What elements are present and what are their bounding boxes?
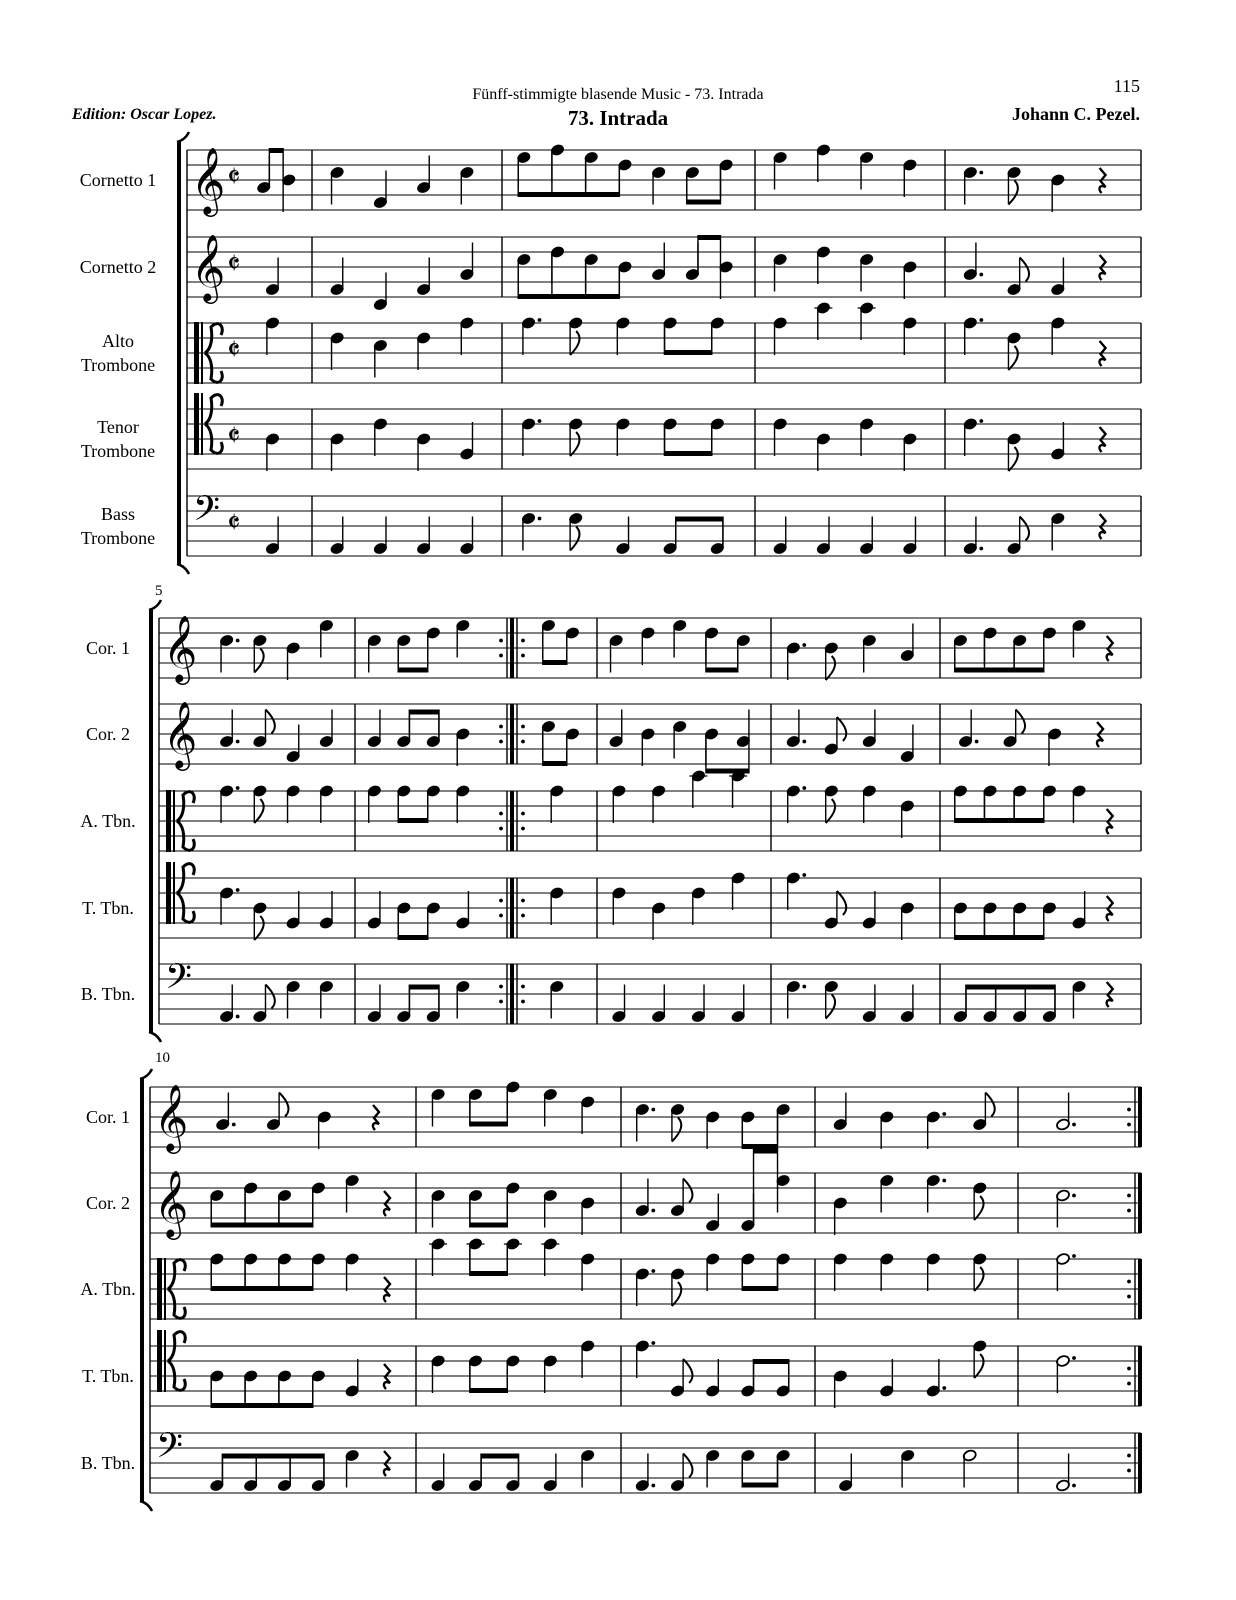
note-flag bbox=[974, 1354, 983, 1378]
bracket-hook bbox=[149, 600, 161, 610]
final-barline bbox=[1138, 1259, 1142, 1319]
repeat-barline bbox=[510, 878, 514, 938]
bracket-hook bbox=[140, 1069, 152, 1079]
running-header: Fünff-stimmigte blasende Music - 73. Intrada bbox=[472, 86, 764, 103]
note-flag bbox=[570, 432, 579, 456]
instrument-label: Cor. 1 bbox=[85, 1107, 131, 1127]
repeat-barline bbox=[510, 704, 514, 764]
beam bbox=[676, 517, 723, 522]
repeat-dot bbox=[499, 1000, 503, 1004]
treble-clef: 𝄞 bbox=[154, 1083, 189, 1151]
dot bbox=[802, 786, 806, 790]
repeat-dot bbox=[521, 725, 525, 729]
note-flag bbox=[985, 1093, 994, 1117]
bracket-hook bbox=[149, 1032, 161, 1042]
beam bbox=[398, 668, 428, 673]
beam bbox=[269, 148, 283, 153]
dot bbox=[651, 1108, 655, 1112]
dot bbox=[236, 888, 240, 892]
dot bbox=[942, 1179, 946, 1183]
beam bbox=[955, 818, 1044, 823]
beam bbox=[955, 668, 1044, 673]
bracket-hook bbox=[177, 132, 189, 142]
clef-bar bbox=[157, 1258, 162, 1320]
beam bbox=[754, 1359, 789, 1364]
note-flag bbox=[974, 1196, 983, 1220]
note-flag bbox=[570, 331, 579, 355]
clef-bar bbox=[157, 1330, 162, 1392]
dot bbox=[802, 985, 806, 989]
composer-credit: Johann C. Pezel. bbox=[1012, 104, 1140, 124]
bass-clef: 𝄢 bbox=[165, 956, 193, 1005]
note-flag bbox=[683, 1454, 692, 1478]
repeat-dot bbox=[1127, 1108, 1131, 1112]
instrument-label: Cor. 1 bbox=[85, 638, 131, 658]
repeat-dot bbox=[1127, 1209, 1131, 1213]
dot bbox=[802, 643, 806, 647]
note-flag bbox=[254, 916, 263, 940]
beam bbox=[211, 1286, 313, 1291]
treble-clef: 𝄞 bbox=[154, 1169, 189, 1237]
instrument-label: Cornetto 2 bbox=[79, 257, 157, 277]
beam bbox=[742, 1144, 777, 1149]
dot bbox=[979, 318, 983, 322]
instrument-label: Cor. 2 bbox=[85, 1193, 131, 1213]
beam bbox=[543, 660, 567, 665]
repeat-dot bbox=[521, 914, 525, 918]
dot bbox=[538, 419, 542, 423]
repeat-dot bbox=[1127, 1194, 1131, 1198]
note-flag bbox=[683, 1179, 692, 1203]
clef-bar bbox=[164, 1258, 166, 1320]
system-bracket bbox=[140, 1079, 144, 1501]
note-flag bbox=[1016, 710, 1025, 734]
note-flag bbox=[672, 1282, 681, 1306]
dot bbox=[942, 1386, 946, 1390]
beam bbox=[742, 1483, 777, 1488]
dot bbox=[1072, 1254, 1076, 1258]
system-bracket bbox=[149, 610, 153, 1032]
repeat-dot bbox=[1127, 1280, 1131, 1284]
dot bbox=[802, 873, 806, 877]
dot bbox=[802, 740, 806, 744]
time-signature-cut: 𝄵 bbox=[227, 247, 241, 282]
measure-number: 10 bbox=[155, 1050, 170, 1066]
note-flag bbox=[1008, 346, 1017, 370]
repeat-dot bbox=[1127, 1454, 1131, 1458]
repeat-dot bbox=[499, 639, 503, 643]
repeat-dot bbox=[521, 654, 525, 658]
instrument-label: A. Tbn. bbox=[80, 811, 136, 831]
repeat-dot bbox=[521, 639, 525, 643]
note-flag bbox=[279, 1093, 288, 1117]
beam bbox=[698, 235, 721, 240]
repeat-dot bbox=[521, 899, 525, 903]
instrument-label: Alto bbox=[101, 331, 135, 351]
dot bbox=[538, 318, 542, 322]
final-barline bbox=[1138, 1173, 1142, 1233]
repeat-dot bbox=[1127, 1382, 1131, 1386]
dot bbox=[236, 786, 240, 790]
dot bbox=[1072, 1194, 1076, 1198]
beam bbox=[470, 1388, 507, 1393]
repeat-dot bbox=[499, 827, 503, 831]
beam bbox=[955, 935, 1044, 940]
repeat-barline bbox=[510, 964, 514, 1024]
note-flag bbox=[672, 1118, 681, 1142]
clef-bar bbox=[201, 322, 203, 384]
instrument-label: Cornetto 1 bbox=[79, 170, 157, 190]
beam bbox=[754, 1149, 778, 1154]
time-signature-cut: 𝄵 bbox=[227, 160, 241, 195]
instrument-label: Trombone bbox=[80, 528, 156, 548]
beam bbox=[665, 350, 712, 355]
dot bbox=[979, 419, 983, 423]
instrument-label: T. Tbn. bbox=[82, 898, 134, 918]
dot bbox=[651, 1484, 655, 1488]
system-bracket bbox=[177, 142, 181, 564]
piece-title: 73. Intrada bbox=[567, 106, 669, 130]
treble-clef: 𝄞 bbox=[163, 614, 198, 682]
note-flag bbox=[254, 649, 263, 673]
beam bbox=[409, 710, 439, 715]
beam bbox=[742, 1286, 777, 1291]
note-flag bbox=[826, 656, 835, 680]
dot bbox=[979, 547, 983, 551]
repeat-dot bbox=[521, 985, 525, 989]
bracket-hook bbox=[140, 1501, 152, 1511]
beam bbox=[518, 192, 619, 197]
beam bbox=[665, 451, 712, 456]
repeat-dot bbox=[521, 1000, 525, 1004]
repeat-dot bbox=[521, 812, 525, 816]
treble-clef: 𝄞 bbox=[191, 146, 226, 214]
note-flag bbox=[1020, 517, 1029, 541]
repeat-dot bbox=[499, 812, 503, 816]
clef-bar bbox=[173, 790, 175, 852]
repeat-dot bbox=[499, 914, 503, 918]
time-signature-cut: 𝄵 bbox=[227, 333, 241, 368]
repeat-dot bbox=[499, 725, 503, 729]
note-flag bbox=[837, 891, 846, 915]
beam bbox=[518, 294, 619, 299]
repeat-dot bbox=[499, 740, 503, 744]
repeat-dot bbox=[499, 985, 503, 989]
instrument-label: T. Tbn. bbox=[82, 1366, 134, 1386]
dot bbox=[1072, 1123, 1076, 1127]
beam bbox=[211, 1223, 313, 1228]
dot bbox=[538, 517, 542, 521]
beam bbox=[706, 668, 738, 673]
dot bbox=[232, 1123, 236, 1127]
clef-bar bbox=[194, 393, 199, 455]
beam bbox=[470, 1271, 507, 1276]
beam bbox=[966, 985, 1055, 990]
clef-bar bbox=[201, 393, 203, 455]
treble-clef: 𝄞 bbox=[163, 700, 198, 768]
note-flag bbox=[265, 710, 274, 734]
beam bbox=[481, 1454, 518, 1459]
repeat-barline bbox=[510, 791, 514, 851]
note-flag bbox=[1008, 447, 1017, 471]
note-flag bbox=[837, 717, 846, 741]
note-flag bbox=[683, 1359, 692, 1383]
instrument-label: B. Tbn. bbox=[80, 1453, 136, 1473]
beam bbox=[398, 935, 428, 940]
clef-bar bbox=[166, 790, 171, 852]
dot bbox=[1072, 1356, 1076, 1360]
bass-clef: 𝄢 bbox=[156, 1425, 184, 1474]
repeat-dot bbox=[1127, 1367, 1131, 1371]
repeat-barline bbox=[510, 618, 514, 678]
note-flag bbox=[1008, 181, 1017, 205]
repeat-dot bbox=[1127, 1123, 1131, 1127]
beam bbox=[543, 761, 567, 766]
beam bbox=[398, 818, 428, 823]
dot bbox=[236, 740, 240, 744]
instrument-label: Trombone bbox=[80, 355, 156, 375]
note-flag bbox=[1020, 258, 1029, 282]
bass-clef: 𝄢 bbox=[193, 488, 221, 537]
beam bbox=[409, 985, 439, 990]
clef-bar bbox=[164, 1330, 166, 1392]
instrument-label: Trombone bbox=[80, 441, 156, 461]
repeat-dot bbox=[1127, 1469, 1131, 1473]
measure-number: 5 bbox=[155, 583, 163, 599]
repeat-dot bbox=[499, 899, 503, 903]
note-flag bbox=[570, 527, 579, 551]
bracket-hook bbox=[177, 564, 189, 574]
edition-credit: Edition: Oscar Lopez. bbox=[72, 106, 217, 123]
final-barline bbox=[1138, 1433, 1142, 1493]
instrument-label: A. Tbn. bbox=[80, 1279, 136, 1299]
dot bbox=[651, 1209, 655, 1213]
repeat-dot bbox=[1127, 1295, 1131, 1299]
note-flag bbox=[265, 985, 274, 1009]
beam bbox=[470, 1122, 507, 1127]
dot bbox=[1072, 1484, 1076, 1488]
page-number: 115 bbox=[1113, 76, 1140, 96]
note-flag bbox=[826, 995, 835, 1019]
dot bbox=[651, 1269, 655, 1273]
time-signature-cut: 𝄵 bbox=[227, 419, 241, 454]
dot bbox=[979, 273, 983, 277]
repeat-dot bbox=[499, 654, 503, 658]
note-flag bbox=[254, 799, 263, 823]
beam bbox=[470, 1223, 507, 1228]
note-flag bbox=[974, 1267, 983, 1291]
clef-bar bbox=[166, 862, 171, 924]
beam bbox=[211, 1403, 313, 1408]
dot bbox=[651, 1341, 655, 1345]
repeat-dot bbox=[521, 740, 525, 744]
dot bbox=[975, 740, 979, 744]
final-barline bbox=[1138, 1346, 1142, 1406]
dot bbox=[236, 639, 240, 643]
dot bbox=[979, 171, 983, 175]
dot bbox=[942, 1112, 946, 1116]
repeat-dot bbox=[521, 827, 525, 831]
instrument-label: Bass bbox=[100, 504, 136, 524]
instrument-label: Cor. 2 bbox=[85, 724, 131, 744]
treble-clef: 𝄞 bbox=[191, 233, 226, 301]
clef-bar bbox=[173, 862, 175, 924]
beam bbox=[687, 200, 721, 205]
note-flag bbox=[826, 799, 835, 823]
dot bbox=[236, 1015, 240, 1019]
beam bbox=[222, 1454, 323, 1459]
system-1 bbox=[177, 132, 1141, 574]
clef-bar bbox=[194, 322, 199, 384]
instrument-label: Tenor bbox=[97, 417, 139, 437]
time-signature-cut: 𝄵 bbox=[227, 506, 241, 541]
final-barline bbox=[1138, 1087, 1142, 1147]
instrument-label: B. Tbn. bbox=[80, 984, 136, 1004]
